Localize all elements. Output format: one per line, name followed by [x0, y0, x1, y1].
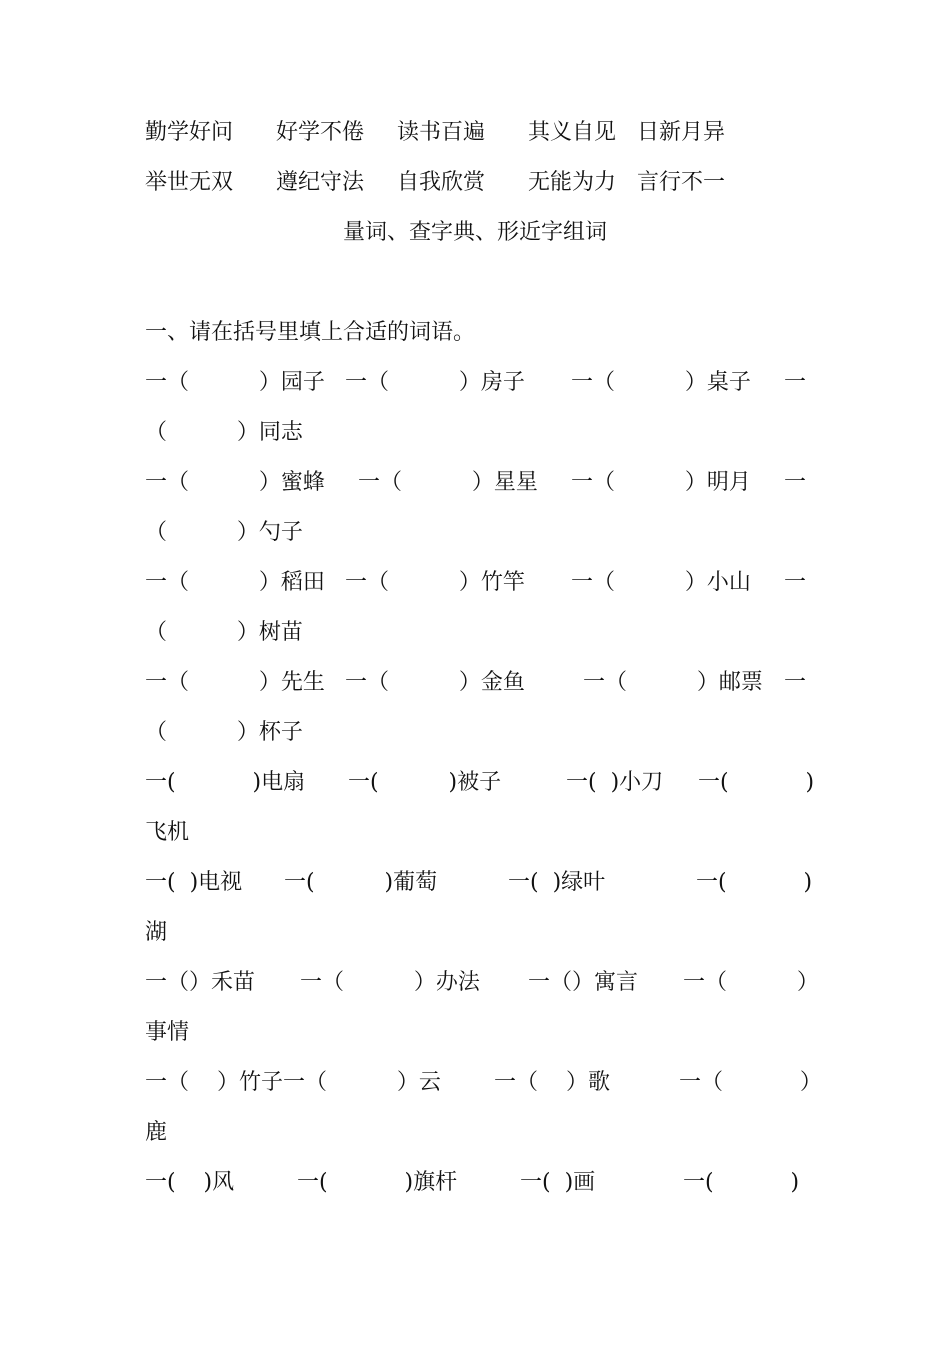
blank-item: 一( ): [696, 870, 813, 895]
blank-item: 一（ ）房子: [345, 370, 525, 395]
blank-item: 湖: [145, 920, 168, 945]
blank-item: 一( ): [698, 770, 815, 795]
blank-item: 一( )旗杆: [297, 1170, 458, 1195]
exercise-line: [0, 468, 950, 518]
blank-item: 一（ ）竹子一（ ）云: [145, 1070, 441, 1095]
blank-item: 一（ ）竹竿: [345, 570, 525, 595]
exercise-line: [0, 518, 950, 568]
blank-item: 一( )葡萄: [284, 870, 438, 895]
blank-item: （ ）杯子: [145, 720, 303, 745]
exercise-line: [0, 568, 950, 618]
blank-item: 一（ ）: [683, 970, 819, 995]
exercise-line: [0, 368, 950, 418]
blank-item: 一: [784, 670, 807, 695]
blank-item: 一（ ）: [679, 1070, 822, 1095]
blank-item: （ ）勺子: [145, 520, 303, 545]
blank-item: 一（）寓言: [528, 970, 639, 995]
question-heading-line: [0, 318, 950, 368]
blank-item: 一( )被子: [348, 770, 502, 795]
blank-item: 一（）禾苗: [145, 970, 256, 995]
blank-item: 一（ ）桌子: [571, 370, 751, 395]
section-title: 量词、查字典、形近字组词: [342, 220, 607, 245]
blank-item: 一: [784, 570, 807, 595]
blank-item: 一（ ）明月: [571, 470, 751, 495]
exercise-line: [0, 718, 950, 768]
idiom-text: 无能为力: [528, 170, 617, 195]
idiom-text: 其义自见: [528, 120, 617, 145]
exercise-line: [0, 1168, 950, 1218]
exercise-line: [0, 1118, 950, 1168]
exercise-line: [0, 868, 950, 918]
blank-item: 飞机: [145, 820, 190, 845]
exercise-line: [0, 918, 950, 968]
blank-item: 事情: [145, 1020, 190, 1045]
idiom-text: 日新月异: [637, 120, 726, 145]
exercise-line: [0, 1068, 950, 1118]
blank-item: 一（ ）邮票: [583, 670, 763, 695]
exercise-line: [0, 768, 950, 818]
blank-item: 一( )小刀: [566, 770, 664, 795]
blank-item: 一（ ）小山: [571, 570, 751, 595]
exercise-line: [0, 818, 950, 868]
blank-item: 一( )绿叶: [508, 870, 606, 895]
idiom-text: 遵纪守法: [276, 170, 365, 195]
idiom-text: 言行不一: [637, 170, 726, 195]
idiom-text: 勤学好问: [145, 120, 234, 145]
blank-item: 一: [784, 370, 807, 395]
idiom-row-2: [0, 168, 950, 218]
blank-item: 一（ ）稻田: [145, 570, 325, 595]
exercise-line: [0, 1018, 950, 1068]
blank-item: 一: [784, 470, 807, 495]
idiom-text: 自我欣赏: [397, 170, 486, 195]
blank-item: 鹿: [145, 1120, 168, 1145]
blank-item: 一( )电扇: [145, 770, 306, 795]
idiom-text: 举世无双: [145, 170, 234, 195]
blank-item: 一( )画: [520, 1170, 596, 1195]
blank-item: 一（ ）园子: [145, 370, 325, 395]
question-heading: 一、请在括号里填上合适的词语。: [145, 320, 476, 345]
blank-item: 一（ ）金鱼: [345, 670, 525, 695]
exercise-line: [0, 418, 950, 468]
blank-item: 一( )风: [145, 1170, 235, 1195]
idiom-row-1: [0, 118, 950, 168]
blank-item: （ ）同志: [145, 420, 303, 445]
blank-item: 一（ ）星星: [358, 470, 538, 495]
blank-item: 一( )电视: [145, 870, 243, 895]
blank-item: 一（ ）蜜蜂: [145, 470, 325, 495]
blank-item: 一（ ）办法: [300, 970, 480, 995]
blank-item: 一( ): [683, 1170, 800, 1195]
exercise-line: [0, 668, 950, 718]
blank-item: 一（ ）歌: [494, 1070, 610, 1095]
blank-item: （ ）树苗: [145, 620, 303, 645]
exercise-line: [0, 968, 950, 1018]
idiom-text: 好学不倦: [276, 120, 365, 145]
blank-item: 一（ ）先生: [145, 670, 325, 695]
idiom-text: 读书百遍: [397, 120, 486, 145]
exercise-line: [0, 618, 950, 668]
